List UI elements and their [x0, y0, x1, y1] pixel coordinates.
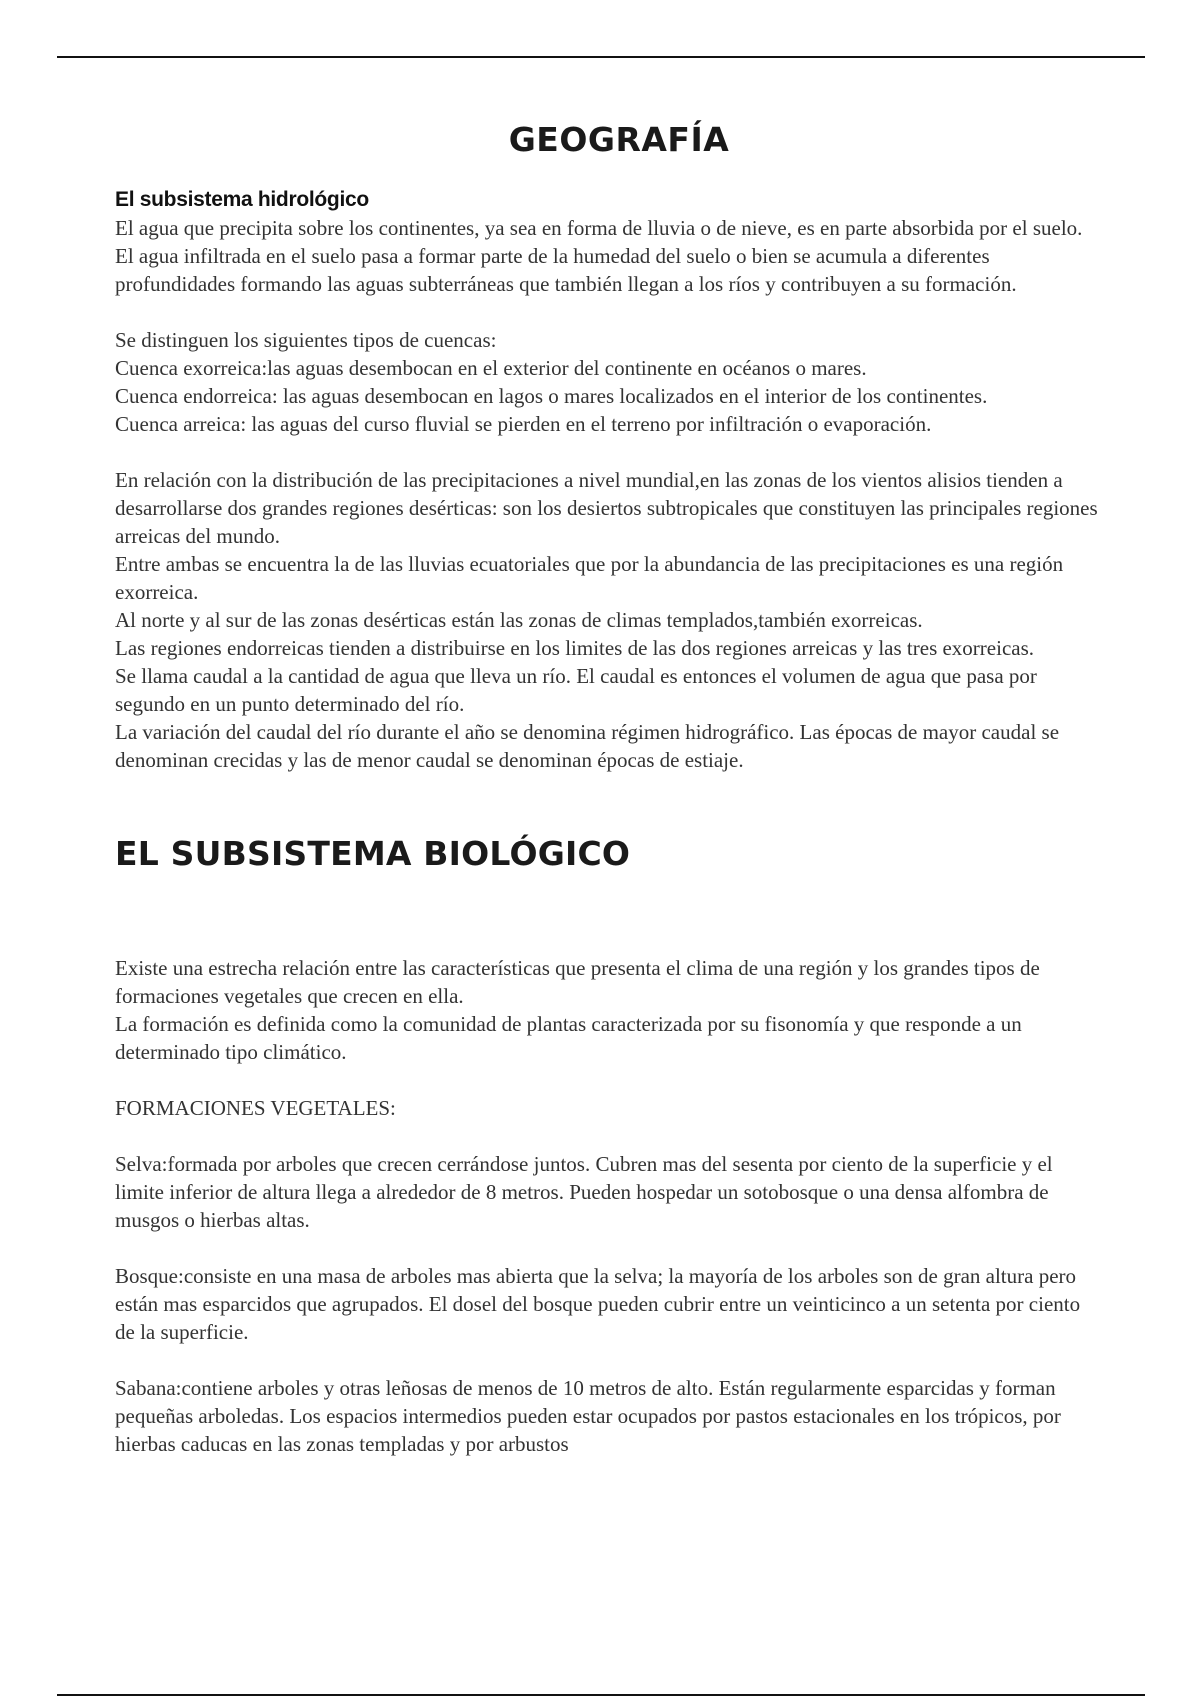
basins-intro: Se distinguen los siguientes tipos de cuencas:	[115, 328, 497, 352]
top-rule	[57, 56, 1145, 58]
paragraph: Entre ambas se encuentra la de las lluvias ecuatoriales que por la abundancia de las precipitaciones es una región exorreica.	[115, 552, 1064, 604]
formation-item-bosque: Bosque:consiste en una masa de arboles mas abierta que la selva; la mayoría de los arboles son de gran altura pero están mas esparcidos que agrupados. El dosel del bosque pueden cubrir entre un veinticinco a un setenta por ciento de la superficie.	[115, 1264, 1081, 1344]
basin-item: Cuenca endorreica: las aguas desembocan en lagos o mares localizados en el interior de los continentes.	[115, 384, 988, 408]
formation-item-sabana: Sabana:contiene arboles y otras leñosas de menos de 10 metros de alto. Están regularmente esparcidas y forman pequeñas arboledas. Los espacios intermedios pueden estar ocupados por pastos estacionales en los trópicos, por hierbas caducas en las zonas templadas y por arbustos	[115, 1376, 1061, 1456]
paragraph: En relación con la distribución de las precipitaciones a nivel mundial,en las zonas de los vientos alisios tienden a desarrollarse dos grandes regiones desérticas: son los desiertos subtropicales que constituyen las principales regiones arreicas del mundo.	[115, 468, 1098, 548]
page-title: GEOGRAFÍA	[508, 120, 730, 159]
paragraph: Al norte y al sur de las zonas desérticas están las zonas de climas templados,también exorreicas.	[115, 608, 923, 632]
paragraph: El agua que precipita sobre los continentes, ya sea en forma de lluvia o de nieve, es en parte absorbida por el suelo.	[115, 216, 1083, 240]
section-heading-hidrologico: El subsistema hidrológico	[115, 188, 369, 211]
paragraph: Las regiones endorreicas tienden a distribuirse en los limites de las dos regiones arreicas y las tres exorreicas.	[115, 636, 1035, 660]
paragraph: Se llama caudal a la cantidad de agua que lleva un río. El caudal es entonces el volumen de agua que pasa por segundo en un punto determinado del río.	[115, 664, 1037, 716]
basin-item: Cuenca exorreica:las aguas desembocan en el exterior del continente en océanos o mares.	[115, 356, 867, 380]
spacer	[115, 1066, 1105, 1094]
spacer	[115, 298, 1105, 326]
spacer	[115, 438, 1105, 466]
spacer	[115, 1122, 1105, 1150]
paragraph: La variación del caudal del río durante el año se denomina régimen hidrográfico. Las épocas de mayor caudal se denominan crecidas y las de menor caudal se denominan épocas de estiaje.	[115, 720, 1060, 772]
paragraph: Existe una estrecha relación entre las características que presenta el clima de una región y los grandes tipos de formaciones vegetales que crecen en ella.	[115, 956, 1040, 1008]
paragraph: La formación es definida como la comunidad de plantas caracterizada por su fisonomía y que responde a un determinado tipo climático.	[115, 1012, 1022, 1064]
spacer	[115, 1346, 1105, 1374]
paragraph: El agua infiltrada en el suelo pasa a formar parte de la humedad del suelo o bien se acumula a diferentes profundidades formando las aguas subterráneas que también llegan a los ríos y contribuyen a su formación.	[115, 244, 1017, 296]
spacer	[115, 876, 1105, 954]
document-body	[115, 118, 1105, 1458]
bottom-rule	[57, 1694, 1145, 1696]
formations-label: FORMACIONES VEGETALES:	[115, 1096, 396, 1120]
spacer	[115, 1234, 1105, 1262]
basin-item: Cuenca arreica: las aguas del curso fluvial se pierden en el terreno por infiltración o evaporación.	[115, 412, 932, 436]
formation-item-selva: Selva:formada por arboles que crecen cerrándose juntos. Cubren mas del sesenta por ciento de la superficie y el limite inferior de altura llega a alrededor de 8 metros. Pueden hospedar un sotobosque o una densa alfombra de musgos o hierbas altas.	[115, 1152, 1053, 1232]
section-heading-biologico: EL SUBSISTEMA BIOLÓGICO	[115, 834, 631, 873]
